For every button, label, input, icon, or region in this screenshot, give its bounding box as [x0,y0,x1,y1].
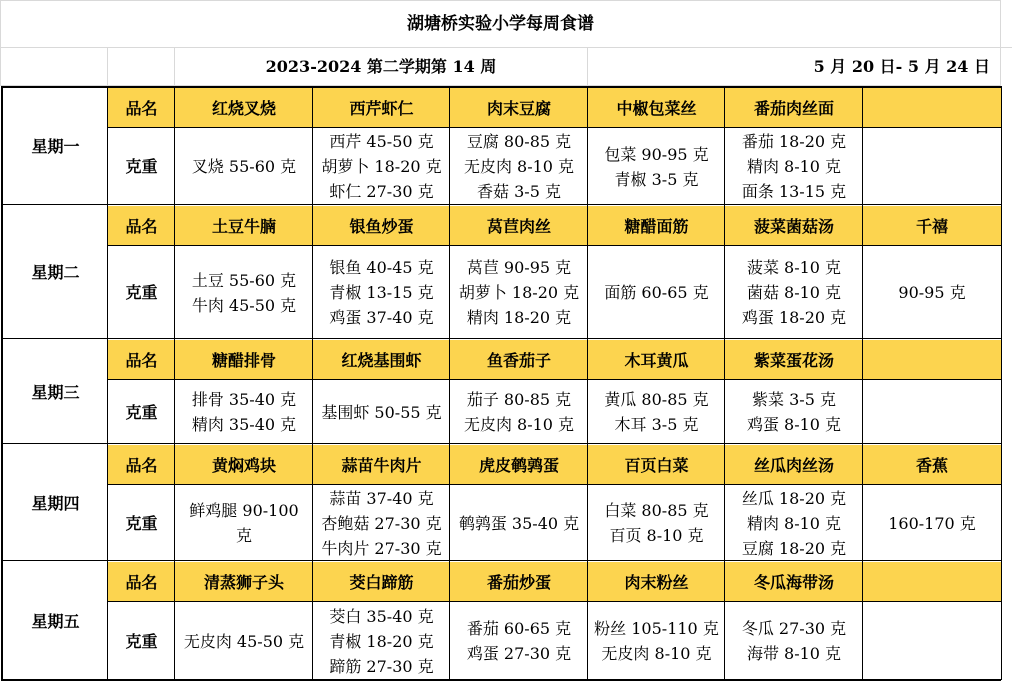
row-border [108,601,1001,602]
dish-weight [863,128,1001,205]
dish-weight: 西芹 45-50 克 胡萝卜 18-20 克 虾仁 27-30 克 [321,132,442,201]
dish-name [863,340,1001,380]
weight-label: 克重 [125,402,158,422]
name-label: 品名 [108,340,175,380]
dish-name: 糖醋排骨 [175,340,313,380]
dish-weight: 叉烧 55-60 克 [191,157,297,176]
dish-weight: 鲜鸡腿 90-100 克 [189,501,299,545]
col-border [449,86,450,680]
col-border [312,86,313,680]
day-label: 星期五 [31,611,80,631]
dish-name: 西芹虾仁 [313,88,450,128]
dish-weight: 蒜苗 37-40 克 杏鲍菇 27-30 克 牛肉片 27-30 克 [321,488,442,558]
col-border [724,86,725,680]
name-label: 品名 [108,562,175,602]
dish-weight: 冬瓜 27-30 克 海带 8-10 克 [741,619,847,663]
dish-name: 土豆牛腩 [175,206,313,246]
name-label: 品名 [108,88,175,128]
row-border [3,338,1001,339]
col-border [587,86,588,680]
dish-weight: 丝瓜 18-20 克 精肉 8-10 克 豆腐 18-20 克 [741,488,847,558]
row-border [108,127,1001,128]
dish-weight [863,380,1001,444]
dish-weight: 茭白 35-40 克 青椒 18-20 克 蹄筋 27-30 克 [329,606,434,676]
header-blank-2 [108,48,175,86]
dish-name: 黄焖鸡块 [175,445,313,485]
table-border-top [3,86,1001,88]
table-border-bottom [1,679,1001,681]
table-border-left [1,86,3,680]
dish-name [863,562,1001,602]
day-label: 星期一 [31,137,80,156]
dish-weight: 银鱼 40-45 克 青椒 13-15 克 鸡蛋 37-40 克 [329,258,434,327]
dish-name: 百页白菜 [588,445,725,485]
dish-name: 千禧 [863,206,1001,246]
dish-name: 木耳黄瓜 [588,340,725,380]
dish-weight [863,602,1001,680]
dish-weight: 菠菜 8-10 克 菌菇 8-10 克 鸡蛋 18-20 克 [741,258,847,327]
day-label: 星期二 [31,263,80,282]
dish-weight: 黄瓜 80-85 克 木耳 3-5 克 [604,390,709,434]
dish-weight: 90-95 克 [898,283,966,302]
header-filler [1001,0,1012,48]
dish-name: 菠菜菌菇汤 [725,206,863,246]
dish-name: 番茄肉丝面 [725,88,863,128]
header-blank-1 [0,48,108,86]
dish-name: 丝瓜肉丝汤 [725,445,863,485]
name-label: 品名 [108,445,175,485]
dish-weight: 鹌鹑蛋 35-40 克 [458,513,580,533]
dish-weight: 紫菜 3-5 克 鸡蛋 8-10 克 [746,390,842,434]
dish-weight: 番茄 60-65 克 鸡蛋 27-30 克 [466,619,572,663]
dish-name: 肉末粉丝 [588,562,725,602]
dish-weight: 面筋 60-65 克 [604,283,709,302]
row-border [3,204,1001,205]
dish-name: 肉末豆腐 [450,88,588,128]
dish-weight: 土豆 55-60 克 牛肉 45-50 克 [191,270,297,315]
row-border [108,484,1001,485]
dish-weight: 基围虾 50-55 克 [321,402,442,422]
row-border [3,443,1001,444]
dish-name: 红烧叉烧 [175,88,313,128]
dish-name: 红烧基围虾 [313,340,450,380]
dish-name: 茭白蹄筋 [313,562,450,602]
dish-weight: 番茄 18-20 克 精肉 8-10 克 面条 13-15 克 [741,132,847,201]
date-range: 5 月 20 日- 5 月 24 日 [588,48,1001,86]
dish-weight: 粉丝 105-110 克 无皮肉 8-10 克 [594,619,719,663]
dish-weight: 白菜 80-85 克 百页 8-10 克 [604,501,709,545]
dish-name: 鱼香茄子 [450,340,588,380]
weight-label: 克重 [125,513,158,533]
col-border [862,86,863,680]
sheet-title: 湖塘桥实验小学每周食谱 [0,0,1001,48]
dish-name: 冬瓜海带汤 [725,562,863,602]
dish-weight: 包菜 90-95 克 青椒 3-5 克 [604,144,709,189]
dish-name: 香蕉 [863,445,1001,485]
row-border [3,560,1001,561]
day-label: 星期四 [31,493,80,513]
dish-name: 糖醋面筋 [588,206,725,246]
name-label: 品名 [108,206,175,246]
dish-name [863,88,1001,128]
term-label: 2023-2024 第二学期第 14 周 [175,48,588,86]
dish-name: 蒜苗牛肉片 [313,445,450,485]
dish-weight: 160-170 克 [888,513,976,533]
dish-weight: 无皮肉 45-50 克 [183,631,305,651]
row-border [108,379,1001,380]
dish-name: 番茄炒蛋 [450,562,588,602]
dish-weight: 莴苣 90-95 克 胡萝卜 18-20 克 精肉 18-20 克 [458,258,580,327]
dish-name: 虎皮鹌鹑蛋 [450,445,588,485]
dish-weight: 排骨 35-40 克 精肉 35-40 克 [191,390,297,434]
dish-weight: 豆腐 80-85 克 无皮肉 8-10 克 香菇 3-5 克 [463,132,575,201]
table-border-right [1001,86,1002,680]
dish-name: 清蒸狮子头 [175,562,313,602]
dish-name: 莴苣肉丝 [450,206,588,246]
dish-name: 中椒包菜丝 [588,88,725,128]
row-border [108,245,1001,246]
dish-name: 银鱼炒蛋 [313,206,450,246]
weight-label: 克重 [125,157,158,176]
dish-name: 紫菜蛋花汤 [725,340,863,380]
col-border [107,86,108,680]
weight-label: 克重 [125,631,158,651]
weight-label: 克重 [125,283,158,302]
col-border [174,86,175,680]
day-label: 星期三 [31,382,80,402]
dish-weight: 茄子 80-85 克 无皮肉 8-10 克 [463,390,575,434]
